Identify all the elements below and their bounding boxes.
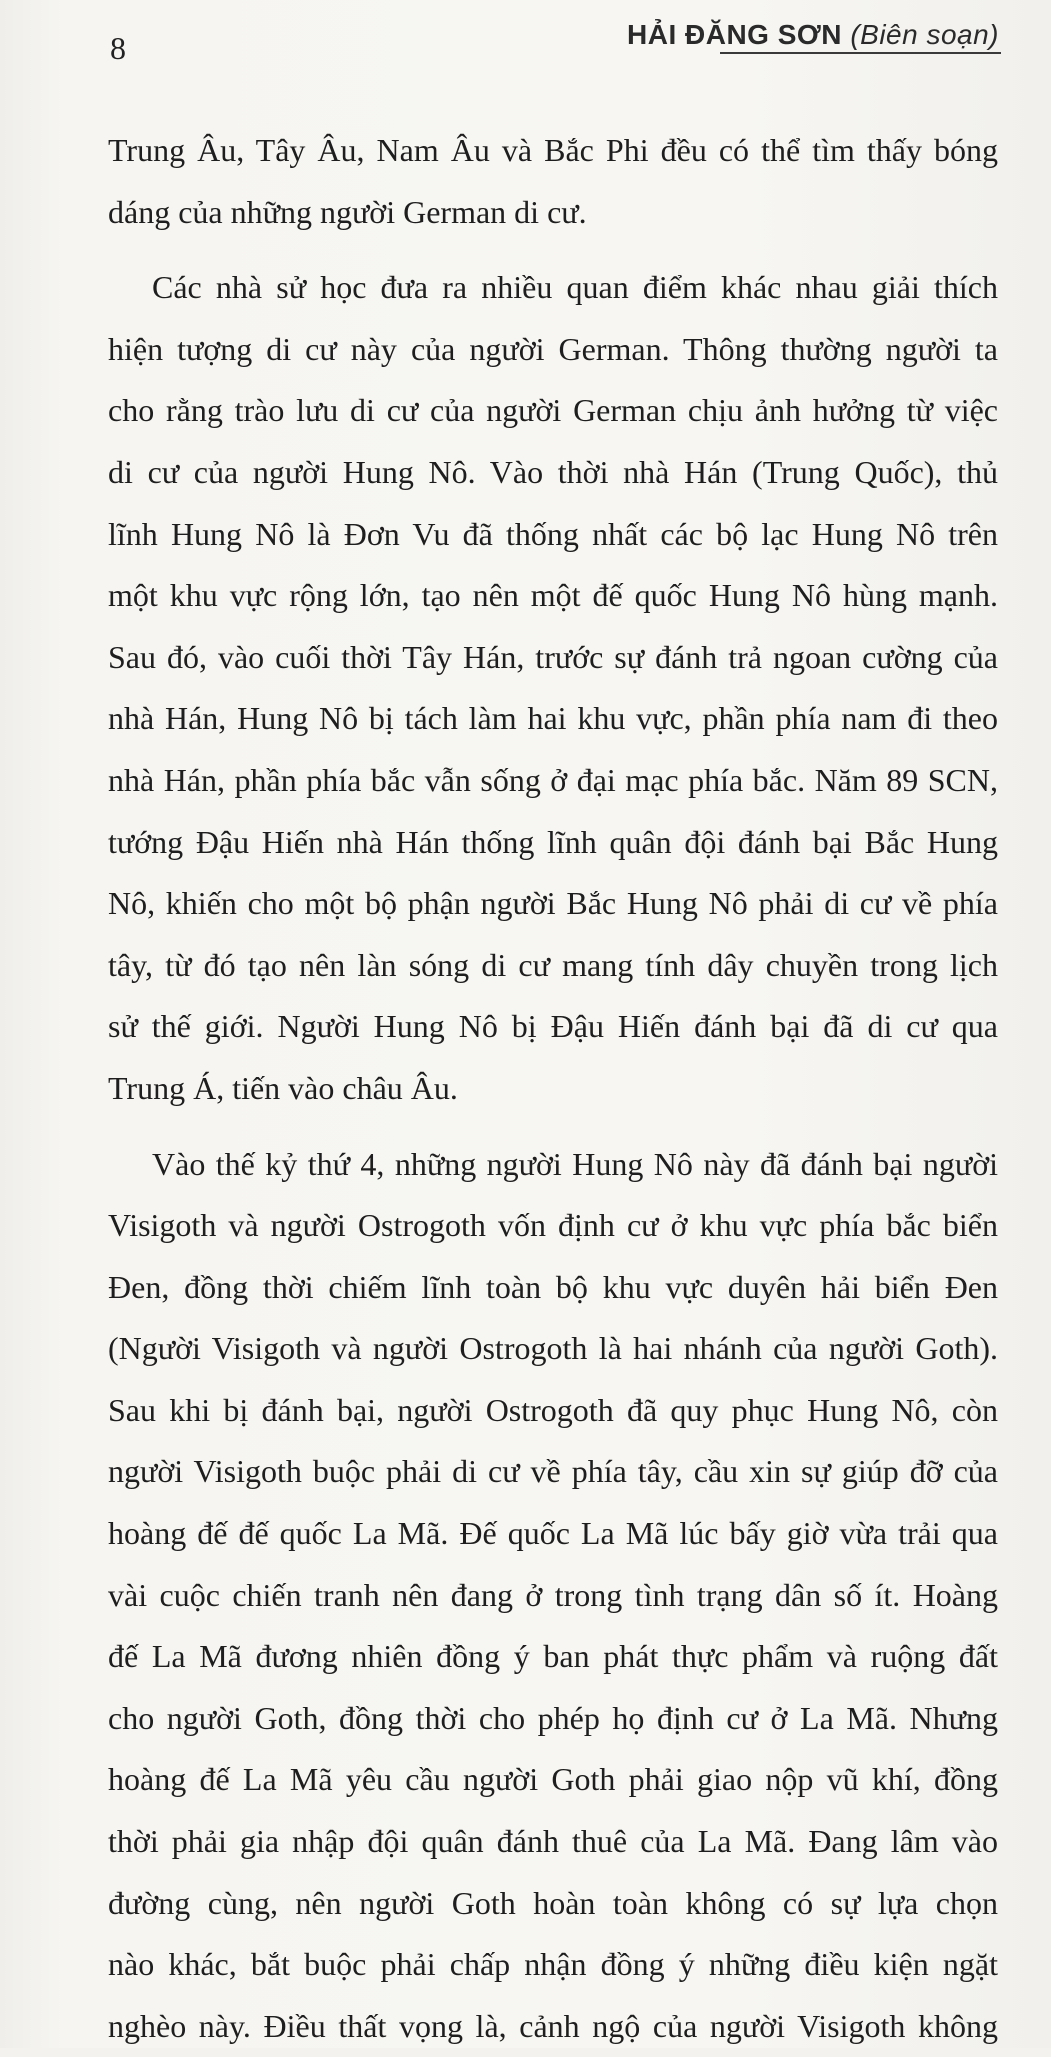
text-line: Sau đó, vào cuối thời Tây Hán, trước sự đánh trả ngoan cường của (108, 627, 998, 689)
paragraph-2 (108, 257, 998, 1119)
text-line: sử thế giới. Người Hung Nô bị Đậu Hiến đánh bại đã di cư qua (108, 996, 998, 1058)
text-line: nào khác, bắt buộc phải chấp nhận đồng ý những điều kiện ngặt (108, 1934, 998, 1996)
page-number: 8 (110, 28, 126, 68)
text-line: cho người Goth, đồng thời cho phép họ định cư ở La Mã. Nhưng (108, 1688, 998, 1750)
text-line: Vào thế kỷ thứ 4, những người Hung Nô này đã đánh bại người (108, 1134, 998, 1196)
text-line: (Người Visigoth và người Ostrogoth là hai nhánh của người Goth). (108, 1318, 998, 1380)
header-author: HẢI ĐĂNG SƠN (627, 19, 842, 50)
text-line: Trung Á, tiến vào châu Âu. (108, 1058, 998, 1120)
paragraph-3 (108, 1134, 998, 2057)
text-line: đường cùng, nên người Goth hoàn toàn không có sự lựa chọn (108, 1873, 998, 1935)
text-line: Sau khi bị đánh bại, người Ostrogoth đã quy phục Hung Nô, còn (108, 1380, 998, 1442)
text-line: hoàng đế La Mã yêu cầu người Goth phải giao nộp vũ khí, đồng (108, 1749, 998, 1811)
text-line: hiện tượng di cư này của người German. Thông thường người ta (108, 319, 998, 381)
text-line: Các nhà sử học đưa ra nhiều quan điểm khác nhau giải thích (108, 257, 998, 319)
text-line: nhà Hán, phần phía bắc vẫn sống ở đại mạc phía bắc. Năm 89 SCN, (108, 750, 998, 812)
text-line: đế La Mã đương nhiên đồng ý ban phát thực phẩm và ruộng đất (108, 1626, 998, 1688)
text-line: thời phải gia nhập đội quân đánh thuê của La Mã. Đang lâm vào (108, 1811, 998, 1873)
text-line: Trung Âu, Tây Âu, Nam Âu và Bắc Phi đều có thể tìm thấy bóng (108, 120, 998, 182)
header-role: (Biên soạn) (850, 19, 999, 50)
text-line: hoàng đế đế quốc La Mã. Đế quốc La Mã lúc bấy giờ vừa trải qua (108, 1503, 998, 1565)
text-line: vài cuộc chiến tranh nên đang ở trong tình trạng dân số ít. Hoàng (108, 1565, 998, 1627)
text-line: Nô, khiến cho một bộ phận người Bắc Hung Nô phải di cư về phía (108, 873, 998, 935)
header-rule (720, 52, 1001, 54)
text-line: tướng Đậu Hiến nhà Hán thống lĩnh quân đội đánh bại Bắc Hung (108, 812, 998, 874)
text-line: di cư của người Hung Nô. Vào thời nhà Hán (Trung Quốc), thủ (108, 442, 998, 504)
body-text (108, 120, 998, 2057)
text-line: Đen, đồng thời chiếm lĩnh toàn bộ khu vực duyên hải biển Đen (108, 1257, 998, 1319)
text-line: cho rằng trào lưu di cư của người German chịu ảnh hưởng từ việc (108, 380, 998, 442)
text-line: một khu vực rộng lớn, tạo nên một đế quốc Hung Nô hùng mạnh. (108, 565, 998, 627)
text-line: người Visigoth buộc phải di cư về phía tây, cầu xin sự giúp đỡ của (108, 1441, 998, 1503)
paragraph-1 (108, 120, 998, 243)
text-line: Visigoth và người Ostrogoth vốn định cư ở khu vực phía bắc biển (108, 1195, 998, 1257)
text-line: dáng của những người German di cư. (108, 182, 998, 244)
text-line: lĩnh Hung Nô là Đơn Vu đã thống nhất các bộ lạc Hung Nô trên (108, 504, 998, 566)
text-line: nhà Hán, Hung Nô bị tách làm hai khu vực, phần phía nam đi theo (108, 688, 998, 750)
text-line: nghèo này. Điều thất vọng là, cảnh ngộ của người Visigoth không (108, 1996, 998, 2057)
running-header (627, 18, 999, 52)
text-line: tây, từ đó tạo nên làn sóng di cư mang tính dây chuyền trong lịch (108, 935, 998, 997)
